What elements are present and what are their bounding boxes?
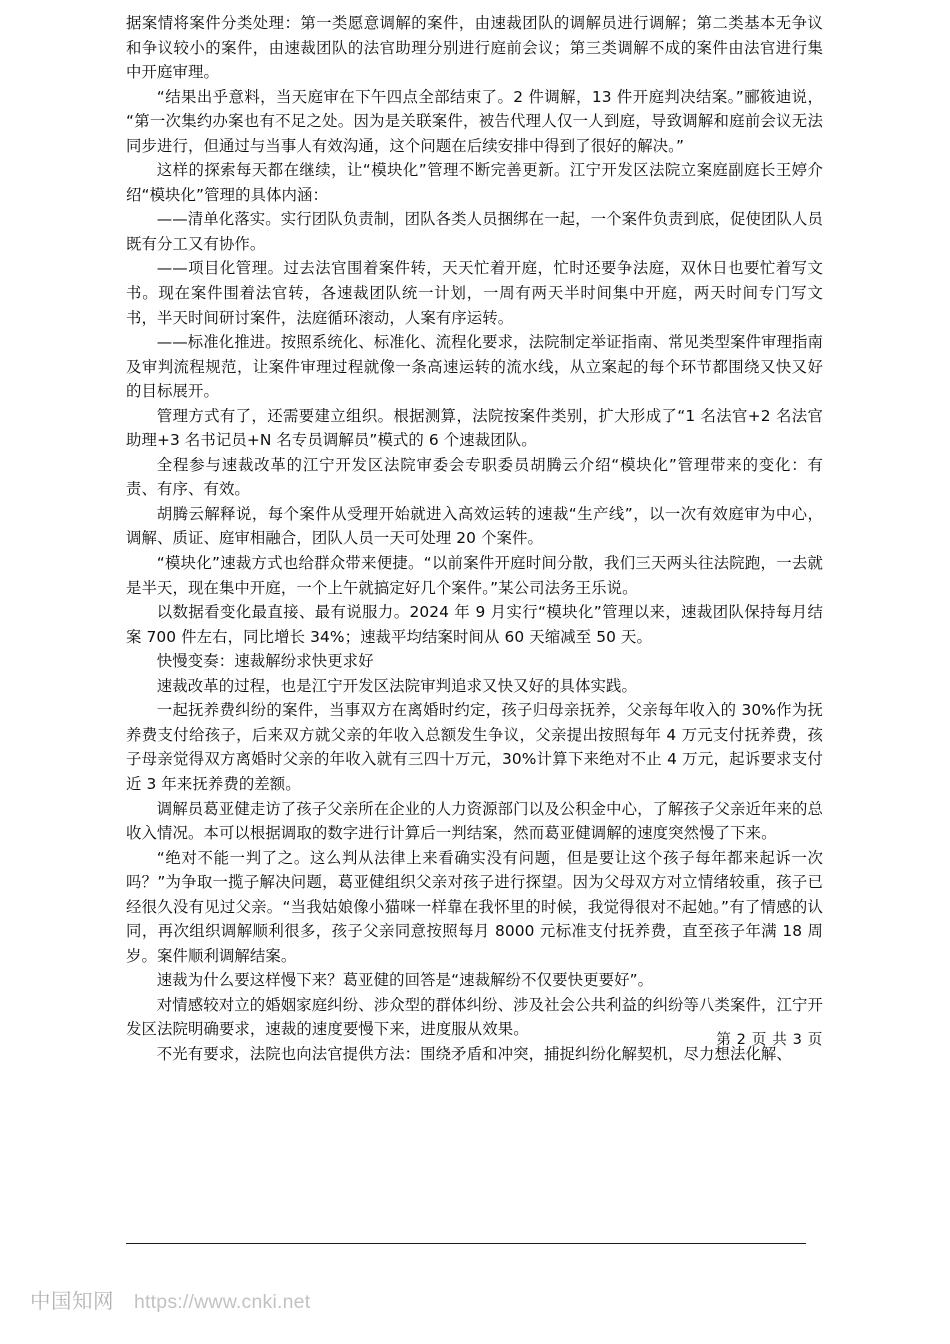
paragraph: 速裁改革的过程，也是江宁开发区法院审判追求又快又好的具体实践。 — [156, 676, 638, 695]
paragraph: “绝对不能一判了之。这么判从法律上来看确实没有问题，但是要让这个孩子每年都来起诉一次吗？”为争取一揽子解决问题，葛亚健组织父亲对孩子进行探望。因为父母双方对立情绪较重，孩子已经很久没有见过父亲。“当我姑娘像小猫咪一样靠在我怀里的时候，我觉得很对不起她。”有了情感的认同，再次组织调解顺利很多，孩子父亲同意按照每月 8000 元标准支付抚养费，直至孩子年满 18 周岁。案件顺利调解结案。 — [126, 848, 823, 965]
paragraph: 速裁为什么要这样慢下来？葛亚健的回答是“速裁解纷不仅要快更要好”。 — [156, 971, 654, 990]
cnki-brand-label: 中国知网 — [30, 1289, 114, 1313]
cnki-watermark — [30, 1288, 310, 1315]
page-number-footer: 第 2 页 共 3 页 — [716, 1031, 823, 1048]
paragraph: 这样的探索每天都在继续，让“模块化”管理不断完善更新。江宁开发区法院立案庭副庭长王婷介绍“模块化”管理的具体内涵： — [126, 161, 823, 204]
paragraph: “模块化”速裁方式也给群众带来便捷。“以前案件开庭时间分散，我们三天两头往法院跑，一去就是半天，现在集中开庭，一个上午就搞定好几个案件。”某公司法务王乐说。 — [126, 554, 823, 597]
paragraph: 以数据看变化最直接、最有说服力。2024 年 9 月实行“模块化”管理以来，速裁团队保持每月结案 700 件左右，同比增长 34%；速裁平均结案时间从 60 天缩减至 50 天。 — [126, 603, 823, 646]
document-body-text — [126, 11, 823, 1067]
paragraph: 不光有要求，法院也向法官提供方法：围绕矛盾和冲突，捕捉纠纷化解契机，尽力想法化解、 — [156, 1044, 792, 1063]
cnki-url-label: https://www.cnki.net — [134, 1291, 311, 1313]
paragraph: 对情感较对立的婚姻家庭纠纷、涉众型的群体纠纷、涉及社会公共利益的纠纷等八类案件，江宁开发区法院明确要求，速裁的速度要慢下来，进度服从效果。 — [126, 995, 823, 1039]
footer-divider-rule — [126, 1243, 806, 1244]
paragraph: 据案情将案件分类处理：第一类愿意调解的案件，由速裁团队的调解员进行调解；第二类基本无争议和争议较小的案件，由速裁团队的法官助理分别进行庭前会议；第三类调解不成的案件由法官进行集中开庭审理。 — [126, 14, 823, 82]
paragraph: 快慢变奏：速裁解纷求快更求好 — [156, 652, 374, 671]
paragraph: 管理方式有了，还需要建立组织。根据测算，法院按案件类别，扩大形成了“1 名法官+2 名法官助理+3 名书记员+N 名专员调解员”模式的 6 个速裁团队。 — [126, 406, 823, 450]
paragraph: ——标准化推进。按照系统化、标准化、流程化要求，法院制定举证指南、常见类型案件审理指南及审判流程规范，让案件审理过程就像一条高速运转的流水线，从立案起的每个环节都围绕又快又好的目标展开。 — [126, 333, 823, 401]
paragraph: ——清单化落实。实行团队负责制，团队各类人员捆绑在一起，一个案件负责到底，促使团队人员既有分工又有协作。 — [126, 210, 823, 253]
paragraph: ——项目化管理。过去法官围着案件转，天天忙着开庭，忙时还要争法庭，双休日也要忙着写文书。现在案件围着法官转，各速裁团队统一计划，一周有两天半时间集中开庭，两天时间专门写文书，半天时间研讨案件，法庭循环滚动，人案有序运转。 — [126, 259, 823, 327]
paragraph: “结果出乎意料，当天庭审在下午四点全部结束了。2 件调解，13 件开庭判决结案。”郦筱迪说，“第一次集约办案也有不足之处。因为是关联案件，被告代理人仅一人到庭，导致调解和庭前会议无法同步进行，但通过与当事人有效沟通，这个问题在后续安排中得到了很好的解决。” — [126, 87, 823, 155]
paragraph: 调解员葛亚健走访了孩子父亲所在企业的人力资源部门以及公积金中心，了解孩子父亲近年来的总收入情况。本可以根据调取的数字进行计算后一判结案，然而葛亚健调解的速度突然慢了下来。 — [126, 799, 823, 843]
paragraph: 一起抚养费纠纷的案件，当事双方在离婚时约定，孩子归母亲抚养，父亲每年收入的 30%作为抚养费支付给孩子，后来双方就父亲的年收入总额发生争议，父亲提出按照每年 4 万元支付抚养费，孩子母亲觉得双方离婚时父亲的年收入就有三四十万元，30%计算下来绝对不止 4 万元，起诉要求支付近 3 年来抚养费的差额。 — [126, 701, 823, 793]
paragraph: 胡腾云解释说，每个案件从受理开始就进入高效运转的速裁“生产线”，以一次有效庭审为中心，调解、质证、庭审相融合，团队人员一天可处理 20 个案件。 — [126, 504, 823, 548]
paragraph: 全程参与速裁改革的江宁开发区法院审委会专职委员胡腾云介绍“模块化”管理带来的变化：有责、有序、有效。 — [126, 455, 823, 499]
